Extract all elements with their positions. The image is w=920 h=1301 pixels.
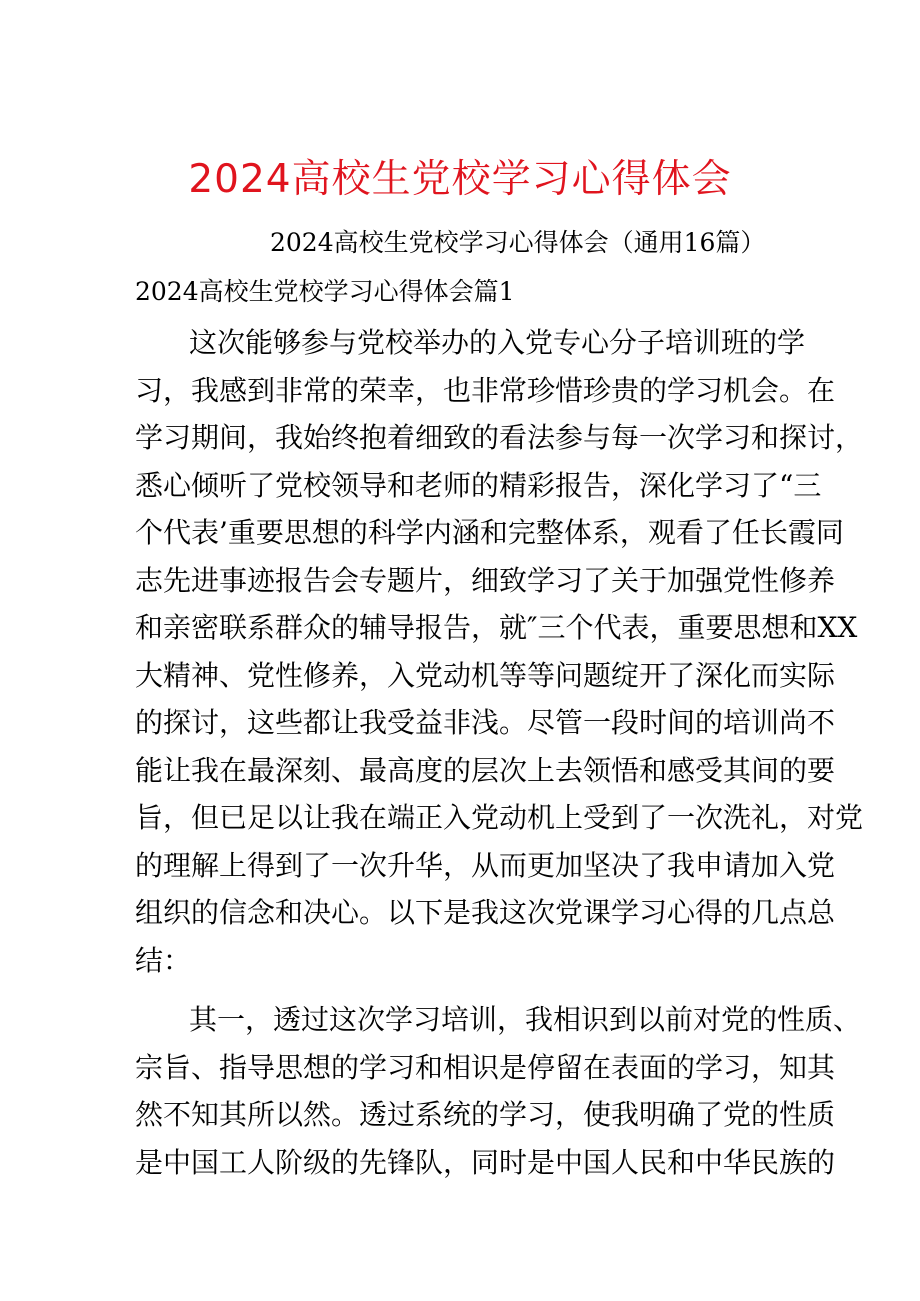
text-line: 和亲密联系群众的辅导报告，就″三个代表，重要思想和XX [135,611,858,644]
text-line: 宗旨、指导思想的学习和相识是停留在表面的学习，知其 [135,1050,836,1084]
paragraph-1 [135,319,864,984]
text-line: 的理解上得到了一次升华，从而更加坚决了我申请加入党 [135,848,836,882]
document-title: 2024高校生党校学习心得体会 [188,157,732,202]
text-line: 结： [135,943,192,977]
section-heading: 2024高校生党校学习心得体会篇1 [135,277,515,306]
text-line: 志先进事迹报告会专题片，细致学习了关于加强党性修养 [135,563,836,597]
text-line: 这次能够参与党校举办的入党专心分子培训班的学 [189,326,806,359]
document-subtitle: 2024高校生党校学习心得体会（通用16篇） [270,228,766,257]
text-line: 然不知其所以然。透过系统的学习，使我明确了党的性质 [135,1098,836,1131]
text-line: 学习期间，我始终抱着细致的看法参与每一次学习和探讨， [135,421,864,454]
text-line: 的探讨，这些都让我受益非浅。尽管一段时间的培训尚不 [135,706,836,739]
text-line: 能让我在最深刻、最高度的层次上去领悟和感受其间的要 [135,753,836,787]
text-line: 悉心倾听了党校领导和老师的精彩报告，深化学习了“三 [135,468,822,502]
text-line: 大精神、党性修养，入党动机等等问题绽开了深化而实际 [135,658,836,692]
text-line: 个代表’重要思想的科学内涵和完整体系，观看了任长霞同 [135,516,844,549]
text-line: 习，我感到非常的荣幸，也非常珍惜珍贵的学习机会。在 [135,373,836,407]
paragraph-2 [135,996,862,1186]
text-line: 旨，但已足以让我在端正入党动机上受到了一次洗礼，对党 [135,801,864,834]
text-line: 组织的信念和决心。以下是我这次党课学习心得的几点总 [135,896,836,929]
text-line: 是中国工人阶级的先锋队，同时是中国人民和中华民族的 [135,1145,836,1179]
text-line: 其一，透过这次学习培训，我相识到以前对党的性质、 [189,1003,862,1036]
